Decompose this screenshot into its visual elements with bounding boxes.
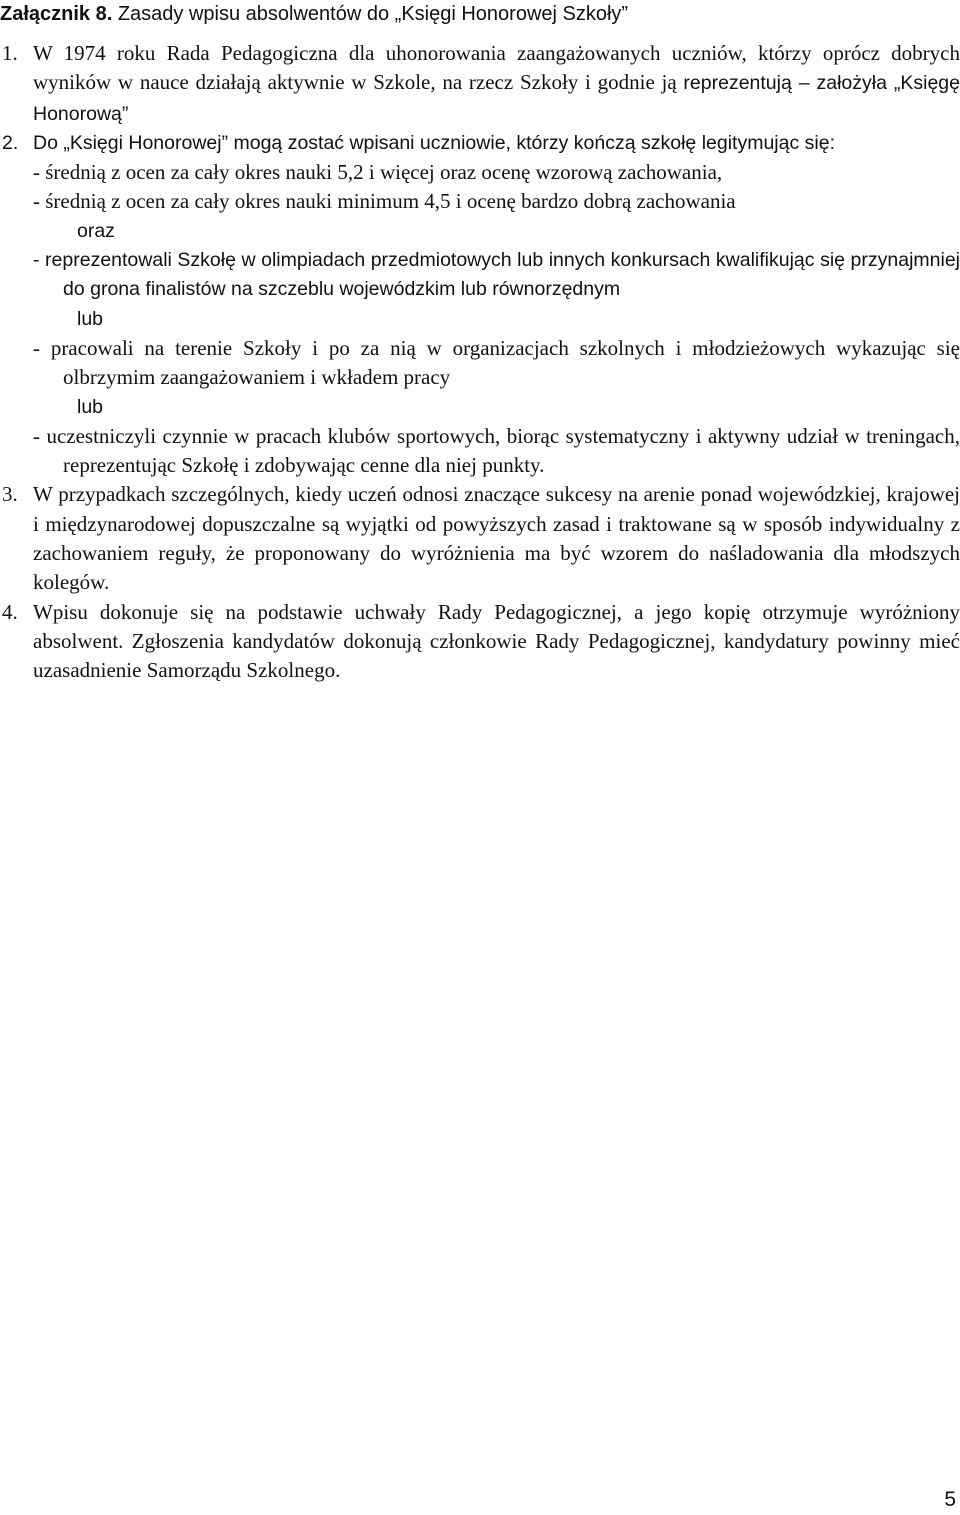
rule-2-bullet-olympiads: - reprezentowali Szkołę w olimpiadach przedmiotowych lub innych konkursach kwalifikując się przynajmniej do grona finalistów na szczeblu wojewódzkim lub równorzędnym xyxy=(33,249,960,301)
rule-2-bullet-average-52: - średnią z ocen za cały okres nauki 5,2 i więcej oraz ocenę wzorową zachowania, xyxy=(33,160,723,185)
rule-item-1 xyxy=(0,39,960,129)
rule-text-3: W przypadkach szczególnych, kiedy uczeń odnosi znaczące sukcesy na arenie ponad wojewódzkiej, krajowej i międzynarodowej dopuszczalne są wyjątki od powyższych zasad i traktowane są w sposób indywidualny z zachowaniem reguły, że proponowany do wyróżnienia ma być wzorem do naśladowania dla młodszych kolegów. xyxy=(33,482,960,595)
rule-2-connector-oraz: oraz xyxy=(77,219,115,242)
rule-1-serif-text: W 1974 roku Rada Pedagogiczna dla uhonorowania zaangażowanych uczniów, którzy oprócz dobrych wyników w nauce działają aktywnie w Szkole, na rzecz Szkoły i godnie ją xyxy=(33,41,960,95)
rule-2-intro: Do „Księgi Honorowej” mogą zostać wpisani uczniowie, którzy kończą szkołę legitymując się: xyxy=(33,131,835,154)
rule-number-1: 1. xyxy=(2,41,18,65)
attachment-label: Załącznik 8. xyxy=(0,3,113,25)
rule-item-3 xyxy=(0,480,960,597)
rule-2-bullet-sports: - uczestniczyli czynnie w pracach klubów sportowych, biorąc systematyczny i aktywny udział w treningach, reprezentując Szkołę i zdobywając cenne dla niej punkty. xyxy=(33,423,960,478)
rule-number-4: 4. xyxy=(2,599,18,624)
rule-item-4 xyxy=(0,598,960,686)
title-text: Zasady wpisu absolwentów do „Księgi Honorowej Szkoły” xyxy=(112,3,629,25)
rule-item-2 xyxy=(0,129,960,481)
page-number: 5 xyxy=(944,1488,956,1511)
rule-2-bullet-organizations: - pracowali na terenie Szkoły i po za nią w organizacjach szkolnych i młodzieżowych wykazując się olbrzymim zaangażowaniem i wkładem pracy xyxy=(33,335,960,390)
document-title xyxy=(0,1,960,27)
rule-text-1 xyxy=(33,39,960,129)
rule-number-3: 3. xyxy=(2,482,18,507)
rule-2-bullet-average-45: - średnią z ocen za cały okres nauki minimum 4,5 i ocenę bardzo dobrą zachowania xyxy=(33,189,736,214)
rule-number-2: 2. xyxy=(2,131,19,154)
rule-2-connector-lub-1: lub xyxy=(77,307,104,330)
rules-list xyxy=(0,39,960,686)
rule-text-4: Wpisu dokonuje się na podstawie uchwały Rady Pedagogicznej, a jego kopię otrzymuje wyróżniony absolwent. Zgłoszenia kandydatów dokonują członkowie Rady Pedagogicznej, kandydatury powinny mieć uzasadnienie Samorządu Szkolnego. xyxy=(33,599,960,683)
rule-1-sans-text: reprezentują – założyła „Księgę Honorową” xyxy=(33,72,960,125)
rule-2-connector-lub-2: lub xyxy=(77,395,104,418)
